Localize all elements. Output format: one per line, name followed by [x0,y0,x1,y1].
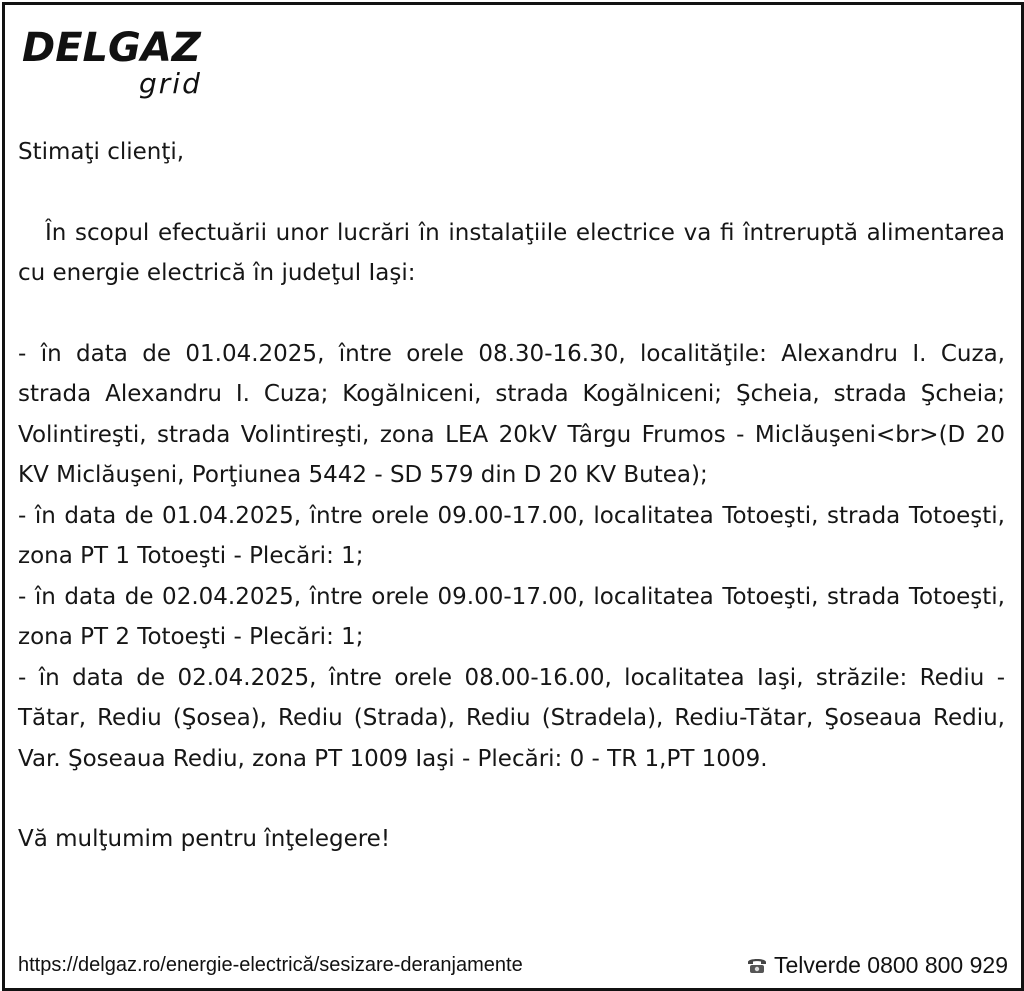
delgaz-grid-logo [22,24,232,104]
phone-label: Telverde 0800 800 929 [773,952,1008,978]
footer-url[interactable]: https://delgaz.ro/energie-electrică/sesizare-deranjamente [18,954,523,976]
outage-item: - în data de 02.04.2025, între orele 09.00-17.00, localitatea Totoeşti, strada Totoeşti, zona PT 2 Totoeşti - Plecări: 1; [18,583,1005,650]
phone-icon [746,956,768,974]
outage-item: - în data de 01.04.2025, între orele 09.00-17.00, localitatea Totoeşti, strada Totoeşti, zona PT 1 Totoeşti - Plecări: 1; [18,502,1005,569]
greeting: Stimaţi clienţi, [18,139,185,165]
logo-sub-text: grid [139,67,202,100]
notice-body [18,132,1005,860]
intro-paragraph: În scopul efectuării unor lucrări în instalaţiile electrice va fi întreruptă alimentarea cu energie electrică în judeţul Iaşi: [18,219,1005,286]
logo-main-text: DELGAZ [22,25,201,71]
outage-item: - în data de 02.04.2025, între orele 08.00-16.00, localitatea Iaşi, străzile: Rediu - Tătar, Rediu (Şosea), Rediu (Strada), Rediu (Stradela), Rediu-Tătar, Şoseaua Rediu, Var. Şoseaua Rediu, zona PT 1009 Iaşi - Plecări: 0 - TR 1,PT 1009. [18,664,1005,772]
footer-phone [746,950,1008,980]
outage-item: - în data de 01.04.2025, între orele 08.30-16.30, localităţile: Alexandru I. Cuza, strada Alexandru I. Cuza; Kogălniceni, strada Kogălniceni; Şcheia, strada Şcheia; Volintireşti, strada Volintireşti, zona LEA 20kV Târgu Frumos - Miclăuşeni<br>(D 20 KV Miclăuşeni, Porţiunea 5442 - SD 579 din D 20 KV Butea); [18,340,1005,488]
closing-line: Vă mulţumim pentru înţelegere! [18,826,391,852]
